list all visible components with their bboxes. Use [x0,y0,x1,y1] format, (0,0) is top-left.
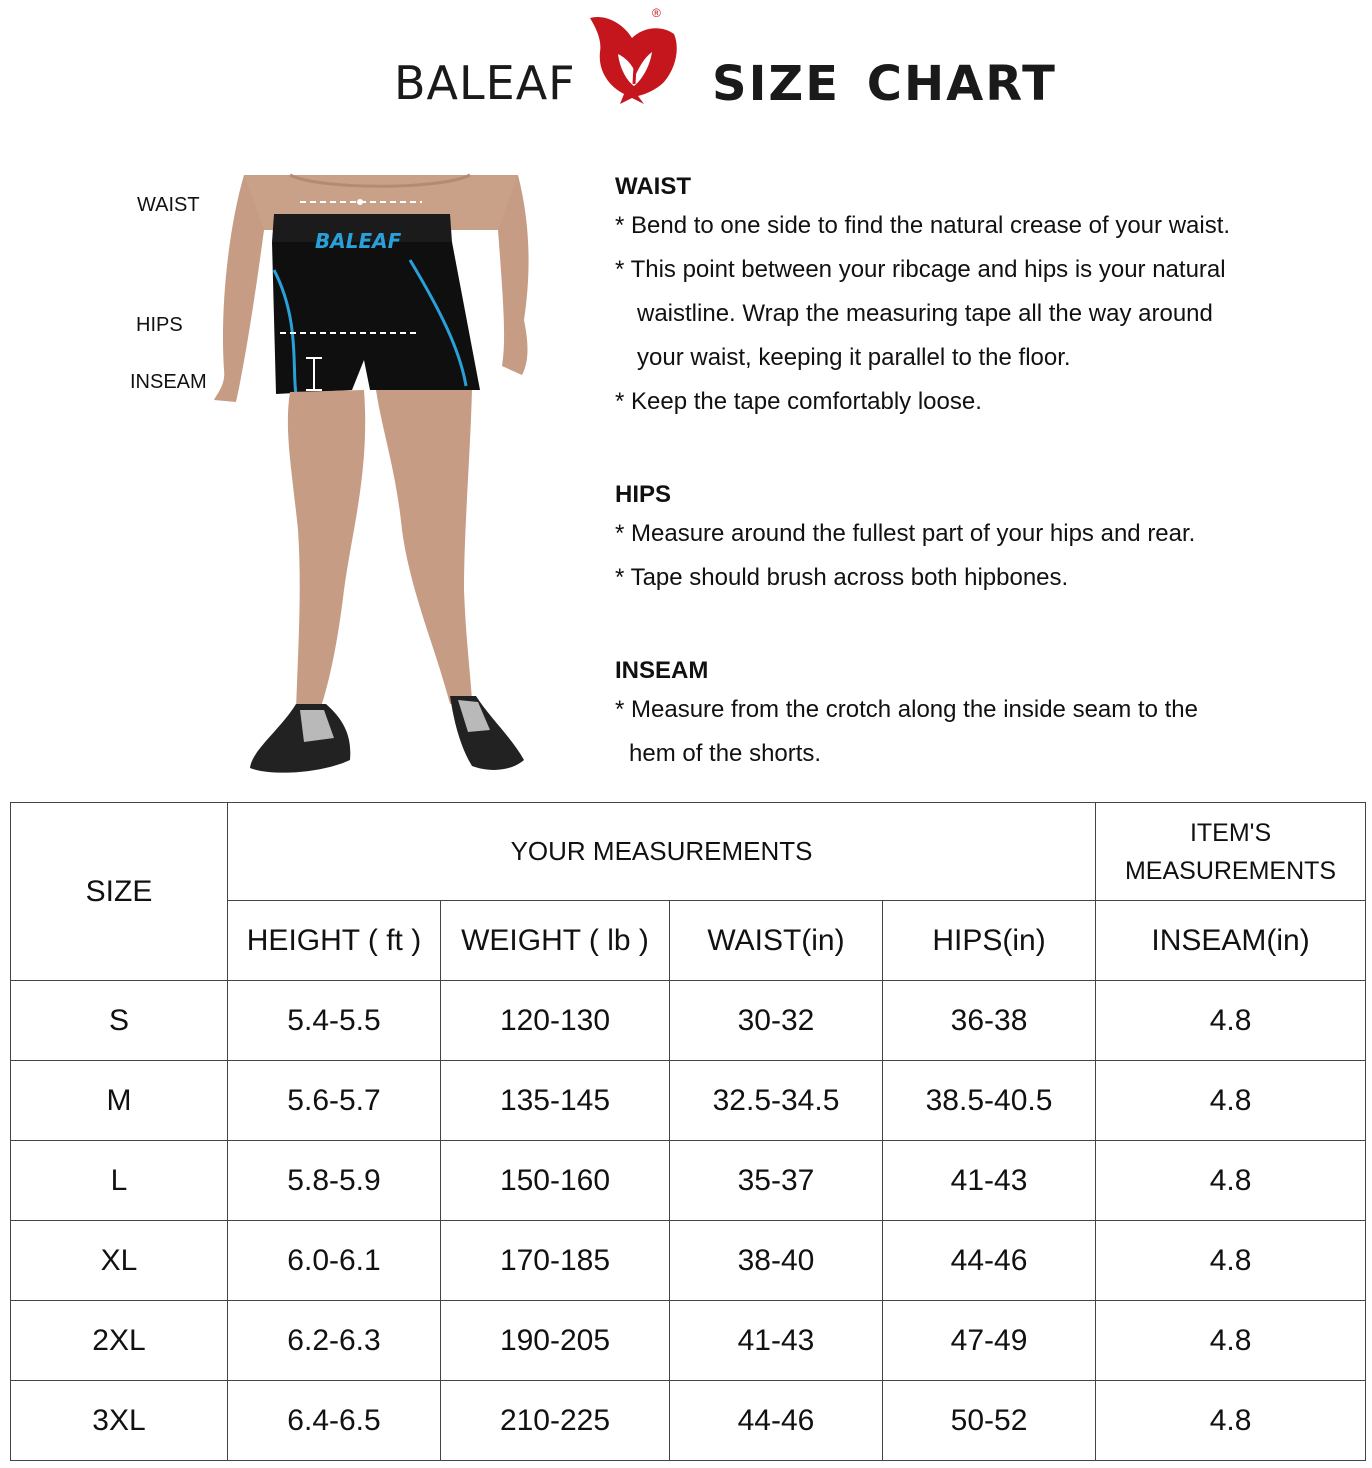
hips-line-1: * Measure around the fullest part of your hips and rear. [615,520,1196,547]
your-measurements-header: YOUR MEASUREMENTS [228,803,1096,901]
label-waist: WAIST [137,194,200,216]
model-figure [120,170,560,790]
section-title-waist: WAIST [615,173,691,200]
height-cell: 6.4-6.5 [228,1381,441,1461]
section-title-inseam: INSEAM [615,657,709,684]
height-cell: 6.0-6.1 [228,1221,441,1301]
table-row [11,981,1366,1061]
hips-section [615,478,1195,600]
size-cell: 3XL [11,1381,228,1461]
shorts-brand-text: BALEAF [315,229,402,253]
waist-cell: 35-37 [670,1141,883,1221]
column-header-waist: WAIST(in) [670,901,883,981]
weight-cell: 120-130 [441,981,670,1061]
hips-line-2: * Tape should brush across both hipbones. [615,564,1069,591]
hips-cell: 47-49 [883,1301,1096,1381]
waist-cell: 44-46 [670,1381,883,1461]
table-row [11,1301,1366,1381]
waist-cell: 30-32 [670,981,883,1061]
cyclist-shorts-illustration [120,170,560,790]
inseam-line-2: hem of the shorts. [629,740,822,767]
weight-cell: 135-145 [441,1061,670,1141]
label-inseam: INSEAM [130,371,207,393]
hips-cell: 50-52 [883,1381,1096,1461]
inseam-cell: 4.8 [1096,1221,1366,1301]
size-cell: M [11,1061,228,1141]
inseam-cell: 4.8 [1096,1061,1366,1141]
size-column-header: SIZE [11,803,228,981]
hips-cell: 38.5-40.5 [883,1061,1096,1141]
hips-cell: 44-46 [883,1221,1096,1301]
height-cell: 5.6-5.7 [228,1061,441,1141]
column-header-height: HEIGHT ( ft ) [228,901,441,981]
weight-cell: 190-205 [441,1301,670,1381]
section-title-hips: HIPS [615,481,672,508]
hips-cell: 41-43 [883,1141,1096,1221]
waist-cell: 41-43 [670,1301,883,1381]
page-title: SIZE CHART [712,56,1057,112]
height-cell: 5.4-5.5 [228,981,441,1061]
items-measurements-header: ITEM'S MEASUREMENTS [1096,803,1366,901]
inseam-cell: 4.8 [1096,1141,1366,1221]
size-cell: XL [11,1221,228,1301]
hips-cell: 36-38 [883,981,1096,1061]
inseam-line-1: * Measure from the crotch along the inside seam to the [615,696,1198,723]
waist-line-5: * Keep the tape comfortably loose. [615,388,982,415]
table-row [11,1061,1366,1141]
waist-cell: 38-40 [670,1221,883,1301]
table-row [11,1381,1366,1461]
inseam-cell: 4.8 [1096,1381,1366,1461]
waist-line-4: your waist, keeping it parallel to the floor. [637,344,1071,371]
baleaf-leaf-logo-icon [584,8,684,104]
waist-line-1: * Bend to one side to find the natural crease of your waist. [615,212,1231,239]
weight-cell: 210-225 [441,1381,670,1461]
size-cell: S [11,981,228,1061]
brand-name: BALEAF [394,56,576,110]
weight-cell: 150-160 [441,1141,670,1221]
column-header-inseam: INSEAM(in) [1096,901,1366,981]
size-cell: 2XL [11,1301,228,1381]
label-hips: HIPS [136,314,183,336]
registered-mark: ® [652,6,661,20]
weight-cell: 170-185 [441,1221,670,1301]
column-header-weight: WEIGHT ( lb ) [441,901,670,981]
height-cell: 6.2-6.3 [228,1301,441,1381]
size-chart-table [10,802,1366,1461]
table-row [11,1141,1366,1221]
waist-line-2: * This point between your ribcage and hips is your natural [615,256,1226,283]
waist-cell: 32.5-34.5 [670,1061,883,1141]
waist-line-3: waistline. Wrap the measuring tape all the way around [637,300,1213,327]
table-row [11,1221,1366,1301]
waist-section [615,170,1230,424]
inseam-cell: 4.8 [1096,1301,1366,1381]
column-header-hips: HIPS(in) [883,901,1096,981]
size-cell: L [11,1141,228,1221]
header [0,0,1372,140]
inseam-section [615,654,1198,776]
inseam-cell: 4.8 [1096,981,1366,1061]
height-cell: 5.8-5.9 [228,1141,441,1221]
